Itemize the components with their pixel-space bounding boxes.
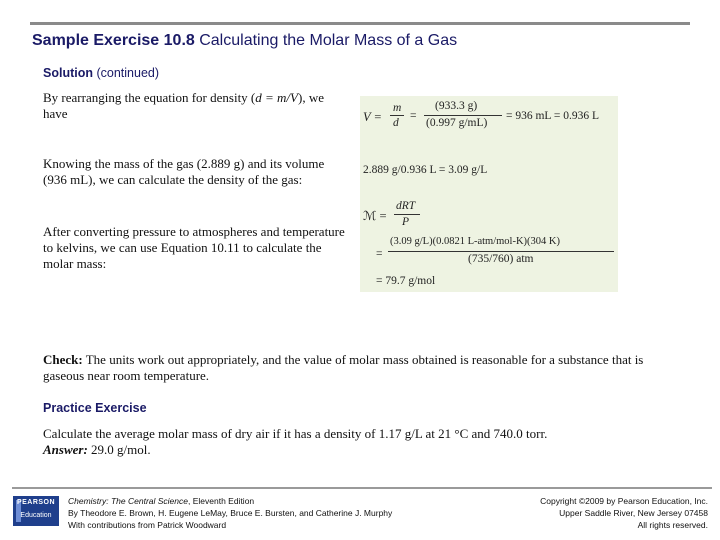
address-line: Upper Saddle River, New Jersey 07458 bbox=[559, 508, 708, 518]
eq3-full-numerator: (3.09 g/L)(0.0821 L-atm/mol-K)(304 K) bbox=[390, 236, 561, 247]
equation-panel bbox=[360, 96, 618, 292]
book-edition: , Eleventh Edition bbox=[188, 496, 255, 506]
eq3-result: = 79.7 g/mol bbox=[376, 275, 436, 287]
p1-text-a: By rearranging the equation for density ( bbox=[43, 90, 256, 105]
solution-continued: (continued) bbox=[93, 66, 160, 80]
paragraph-conversion: After converting pressure to atmospheres and temperature to kelvins, we can use Equation 10.11 to calculate the molar mass: bbox=[43, 224, 345, 271]
paragraph-mass-volume: Knowing the mass of the gas (2.889 g) and its volume (936 mL), we can calculate the density of the gas: bbox=[43, 156, 325, 187]
eq3-fraction-bar-2 bbox=[388, 251, 614, 252]
eq3-denominator-p: P bbox=[402, 216, 410, 228]
practice-answer bbox=[43, 442, 683, 458]
logo-top-text: PEARSON bbox=[16, 499, 56, 506]
p1-math: d = m/V bbox=[255, 90, 298, 105]
rights-line: All rights reserved. bbox=[637, 520, 708, 530]
eq1-density-denominator: (0.997 g/mL) bbox=[426, 117, 488, 129]
p1-text-b: ), we have bbox=[43, 90, 324, 121]
top-rule bbox=[30, 22, 690, 25]
paragraph-density bbox=[43, 90, 348, 122]
eq3-lhs: ℳ = bbox=[363, 209, 387, 223]
slide-title bbox=[32, 32, 457, 50]
practice-heading: Practice Exercise bbox=[43, 401, 147, 415]
eq1-equals: = bbox=[410, 110, 417, 122]
eq3-equals: = bbox=[376, 248, 383, 260]
copyright-line: Copyright ©2009 by Pearson Education, Inc. bbox=[540, 496, 708, 506]
eq2-density-calc: 2.889 g/0.936 L = 3.09 g/L bbox=[363, 164, 488, 176]
solution-heading bbox=[43, 66, 159, 80]
eq1-lhs: V = bbox=[363, 110, 382, 124]
footer-copyright bbox=[540, 495, 708, 531]
check-text: The units work out appropriately, and the value of molar mass obtained is reasonable for a substance that is gaseous near room temperature. bbox=[43, 352, 644, 383]
eq3-fraction-bar bbox=[394, 214, 420, 215]
answer-text: 29.0 g/mol. bbox=[87, 442, 151, 457]
footer-book-info bbox=[68, 495, 392, 531]
title-text: Calculating the Molar Mass of a Gas bbox=[194, 32, 458, 49]
answer-label: Answer: bbox=[43, 442, 88, 457]
footer-contributions: With contributions from Patrick Woodward bbox=[68, 520, 227, 530]
eq1-fraction-bar bbox=[390, 115, 404, 116]
footer-authors: By Theodore E. Brown, H. Eugene LeMay, Bruce E. Bursten, and Catherine J. Murphy bbox=[68, 508, 393, 518]
practice-question: Calculate the average molar mass of dry air if it has a density of 1.17 g/L at 21 °C and 740.0 torr. bbox=[43, 426, 548, 441]
pearson-logo bbox=[13, 496, 59, 526]
solution-label: Solution bbox=[43, 66, 93, 80]
eq1-fraction-bar-2 bbox=[424, 115, 502, 116]
practice-exercise bbox=[43, 426, 683, 458]
eq3-pressure-denominator: (735/760) atm bbox=[468, 253, 534, 265]
logo-bottom-text: Education bbox=[20, 512, 52, 519]
eq1-denominator-d: d bbox=[393, 117, 399, 129]
eq1-numerator-m: m bbox=[393, 102, 402, 114]
title-exercise-number: Sample Exercise 10.8 bbox=[32, 32, 195, 49]
book-title: Chemistry: The Central Science bbox=[68, 496, 188, 506]
footer-title-line bbox=[68, 495, 392, 507]
check-paragraph bbox=[43, 352, 673, 384]
check-label: Check: bbox=[43, 352, 83, 367]
eq1-mass-numerator: (933.3 g) bbox=[435, 100, 478, 112]
eq1-result: = 936 mL = 0.936 L bbox=[506, 110, 600, 122]
footer-rule bbox=[12, 487, 712, 489]
eq3-numerator-drt: dRT bbox=[396, 200, 416, 212]
